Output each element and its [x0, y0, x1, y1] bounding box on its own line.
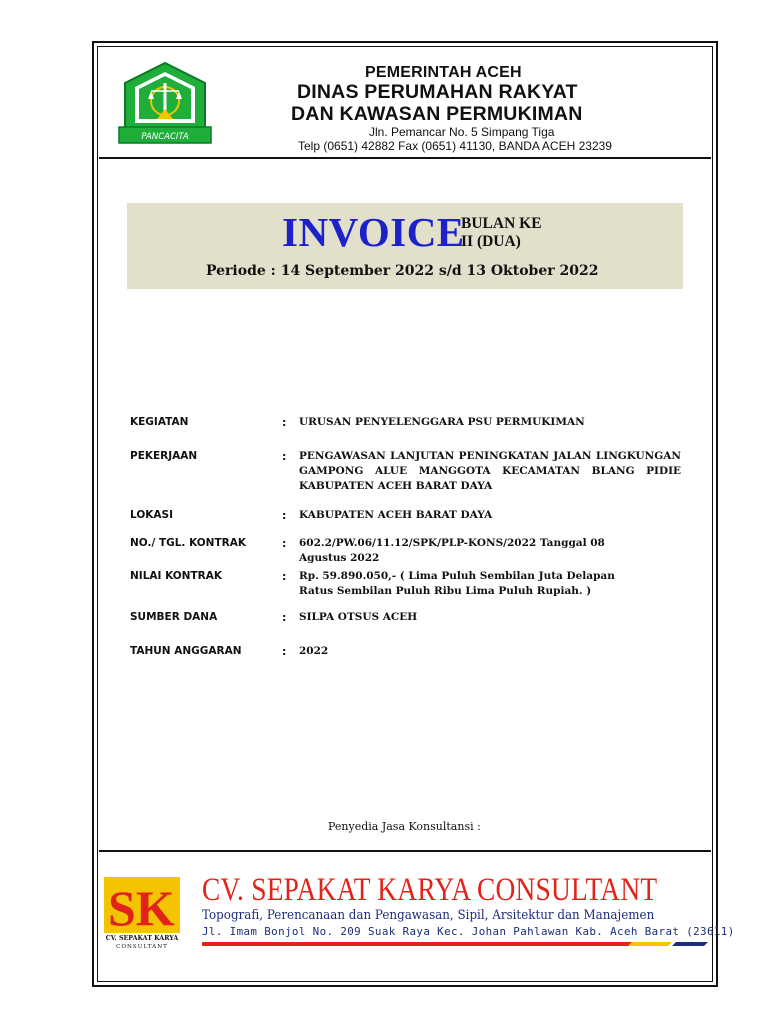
nilai-kontrak-colon: : [282, 570, 287, 583]
sumber-dana-colon: : [282, 611, 287, 624]
company-logo-icon [104, 877, 180, 949]
nilai-kontrak-value: Rp. 59.890.050,- ( Lima Puluh Sembilan Juta Delapan Ratus Sembilan Puluh Ribu Lima Puluh Rupiah. ) [299, 570, 615, 597]
kontrak-label: NO./ TGL. KONTRAK [130, 537, 246, 549]
nilai-kontrak-label: NILAI KONTRAK [130, 570, 222, 582]
sumber-dana-value: SILPA OTSUS ACEH [299, 611, 418, 623]
footer-divider [99, 850, 711, 852]
kontrak-colon: : [282, 537, 287, 550]
kontrak-value: 602.2/PW.06/11.12/SPK/PLP-KONS/2022 Tanggal 08 Agustus 2022 [299, 537, 605, 564]
provider-caption: Penyedia Jasa Konsultansi : [328, 820, 481, 833]
aceh-government-emblem-icon [117, 61, 213, 151]
invoice-period: Periode : 14 September 2022 s/d 13 Oktober 2022 [206, 263, 599, 279]
kegiatan-value: URUSAN PENYELENGGARA PSU PERMUKIMAN [299, 416, 585, 428]
tahun-anggaran-value: 2022 [299, 645, 329, 657]
company-logo-caption-2: CONSULTANT [116, 944, 168, 949]
pekerjaan-label: PEKERJAAN [130, 450, 198, 462]
company-services: Topografi, Perencanaan dan Pengawasan, Sipil, Arsitektur dan Manajemen [202, 908, 655, 923]
invoice-banner [127, 203, 683, 289]
lokasi-label: LOKASI [130, 509, 173, 521]
invoice-title: INVOICE [282, 209, 465, 255]
kegiatan-label: KEGIATAN [130, 416, 189, 428]
header-divider [99, 157, 711, 159]
company-logo-letters: SK [108, 880, 175, 936]
pekerjaan-colon: : [282, 450, 287, 463]
agency-name-line2: DAN KAWASAN PERMUKIMAN [291, 103, 583, 125]
tahun-anggaran-label: TAHUN ANGGARAN [130, 645, 242, 657]
agency-name-line1: DINAS PERUMAHAN RAKYAT [297, 81, 578, 103]
tahun-anggaran-colon: : [282, 645, 287, 658]
agency-address: Jln. Pemancar No. 5 Simpang Tiga [369, 125, 555, 139]
emblem-caption: PANCACITA [141, 132, 189, 142]
invoice-month-value: II (DUA) [461, 233, 521, 250]
invoice-month-label: BULAN KE [461, 215, 542, 232]
company-name: CV. SEPAKAT KARYA CONSULTANT [202, 872, 658, 908]
lokasi-colon: : [282, 509, 287, 522]
pekerjaan-value: PENGAWASAN LANJUTAN PENINGKATAN JALAN LINGKUNGAN GAMPONG ALUE MANGGOTA KECAMATAN BLANG PIDIE KABUPATEN ACEH BARAT DAYA [299, 450, 681, 492]
lokasi-value: KABUPATEN ACEH BARAT DAYA [299, 509, 493, 521]
government-name: PEMERINTAH ACEH [365, 64, 522, 81]
company-address: Jl. Imam Bonjol No. 209 Suak Raya Kec. Johan Pahlawan Kab. Aceh Barat (23611) [202, 925, 735, 938]
sumber-dana-label: SUMBER DANA [130, 611, 218, 623]
footer-accent-bar [202, 940, 708, 948]
agency-contact: Telp (0651) 42882 Fax (0651) 41130, BANDA ACEH 23239 [298, 139, 612, 153]
letterhead [99, 48, 711, 156]
kegiatan-colon: : [282, 416, 287, 429]
company-logo-caption-1: CV. SEPAKAT KARYA [105, 935, 179, 942]
